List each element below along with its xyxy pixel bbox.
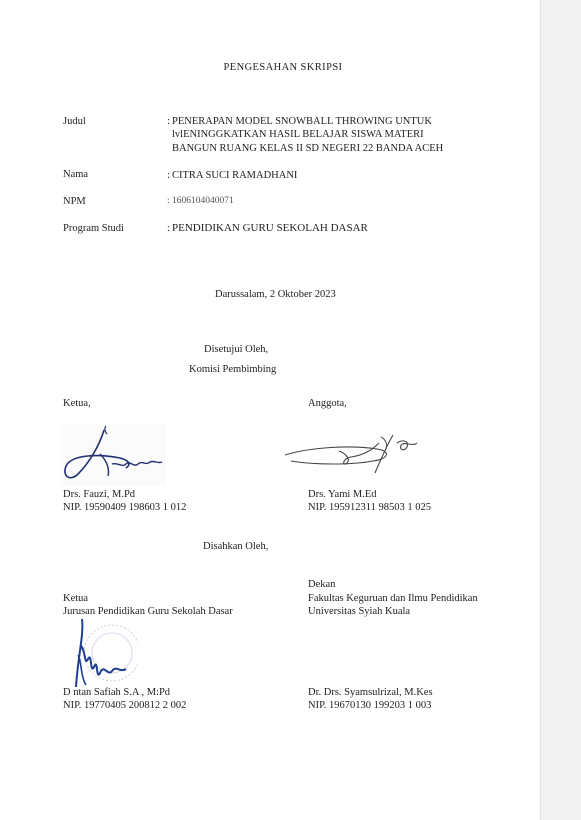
jurusan-line-1: Ketua: [63, 593, 89, 604]
nama-label: Nama: [63, 169, 89, 180]
npm-label: NPM: [63, 196, 86, 207]
signature-ketua-jurusan: [68, 615, 138, 691]
signature-ketua: [60, 424, 166, 486]
anggota-nip: NIP. 195912311 98503 1 025: [308, 502, 431, 513]
prodi-label: Program Studi: [63, 223, 124, 234]
anggota-name: Drs. Yami M.Ed: [308, 489, 377, 500]
jurusan-name: D ntan Safiah S.A , M:Pd: [63, 687, 171, 698]
approved-by: Disetujui Oleh,: [204, 344, 269, 355]
ketua-name: Drs. Fauzi, M.Pd: [63, 489, 136, 500]
ratified-by: Disahkan Oleh,: [203, 541, 269, 552]
page-edge: [540, 0, 581, 820]
npm-colon: :: [167, 196, 170, 206]
npm-value: 1606104040071: [172, 196, 234, 206]
judul-label: Judul: [63, 116, 86, 127]
nama-value: CITRA SUCI RAMADHANI: [172, 170, 298, 181]
jurusan-line-2: Jurusan Pendidikan Guru Sekolah Dasar: [63, 606, 233, 617]
dekan-line-3: Universitas Syiah Kuala: [308, 606, 411, 617]
anggota-label: Anggota,: [308, 398, 347, 409]
judul-line-1: PENERAPAN MODEL SNOWBALL THROWING UNTUK: [172, 116, 432, 127]
ketua-label: Ketua,: [63, 398, 91, 409]
document-title: PENGESAHAN SKRIPSI: [223, 62, 343, 73]
signature-anggota: [281, 429, 421, 477]
prodi-value: PENDIDIKAN GURU SEKOLAH DASAR: [172, 222, 368, 234]
dekan-line-2: Fakultas Keguruan dan Ilmu Pendidikan: [308, 593, 478, 604]
dekan-nip: NIP. 19670130 199203 1 003: [308, 700, 432, 711]
ketua-nip: NIP. 19590409 198603 1 012: [63, 502, 187, 513]
jurusan-nip: NIP. 19770405 200812 2 002: [63, 700, 187, 711]
prodi-colon: :: [167, 223, 170, 234]
judul-colon: :: [167, 116, 170, 127]
nama-colon: :: [167, 170, 170, 181]
judul-line-3: BANGUN RUANG KELAS II SD NEGERI 22 BANDA ACEH: [172, 143, 444, 154]
place-date: Darussalam, 2 Oktober 2023: [215, 289, 336, 300]
dekan-name: Dr. Drs. Syamsulrizal, M.Kes: [308, 687, 433, 698]
dekan-line-1: Dekan: [308, 579, 336, 590]
committee-heading: Komisi Pembimbing: [189, 364, 277, 375]
judul-line-2: lvlENINGGKATKAN HASIL BELAJAR SISWA MATERI: [172, 129, 424, 140]
